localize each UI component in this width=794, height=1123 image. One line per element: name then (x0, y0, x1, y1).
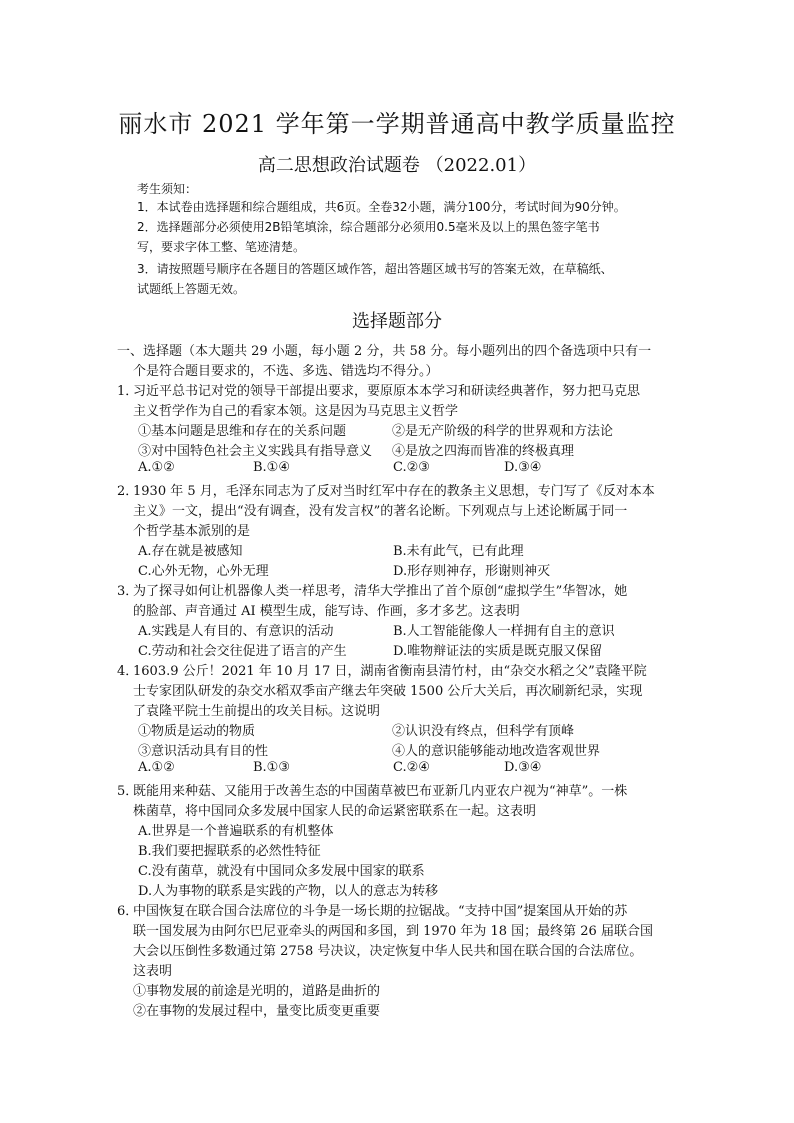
option-c: C.没有菌草，就没有中国同众多发展中国家的联系 (138, 864, 425, 879)
question-text: 1603.9 公斤！2021 年 10 月 17 日，湖南省衡南县清竹村，由“杂交水稻之父”袁隆平院 (133, 664, 647, 679)
question-text: 这表明 (133, 964, 173, 979)
question-number: 5． (117, 784, 139, 799)
notice-item: 3．请按照题号顺序在各题目的答题区域作答，超出答题区域书写的答案无效，在草稿纸、 (137, 262, 613, 276)
statement: ④是放之四海而皆准的终极真理 (392, 444, 575, 459)
option-b: B.人工智能能像人一样拥有自主的意识 (393, 624, 615, 639)
statement: ④人的意识能够能动地改造客观世界 (392, 744, 601, 759)
question-text: 既能用来种菇、又能用于改善生态的中国菌草被巴布亚新几内亚农户视为“神草”。一株 (133, 784, 628, 799)
question-text: 中国恢复在联合国合法席位的斗争是一场长期的拉锯战。“支持中国”提案国从开始的苏 (133, 904, 628, 919)
option-d: D.人为事物的联系是实践的产物，以人的意志为转移 (138, 884, 439, 899)
question-text: 大会以压倒性多数通过第 2758 号决议，决定恢复中华人民共和国在联合国的合法席位。 (133, 944, 643, 959)
question-number: 3． (117, 584, 139, 599)
option-c: C.心外无物，心外无理 (138, 564, 269, 579)
statement: ①事物发展的前途是光明的，道路是曲折的 (133, 984, 381, 999)
option-a: A.世界是一个普遍联系的有机整体 (138, 824, 334, 839)
question-text: 1930 年 5 月，毛泽东同志为了反对当时红军中存在的教条主义思想，专门写了《反对本本 (133, 484, 655, 499)
notice-item: 1．本试卷由选择题和综合题组成，共6页。全卷32小题，满分100分，考试时间为90分钟。 (137, 200, 626, 214)
option-a: A.存在就是被感知 (138, 544, 243, 559)
question-text: 为了探寻如何让机器像人类一样思考，清华大学推出了首个原创“虚拟学生”华智冰，她 (133, 584, 628, 599)
statement: ①基本问题是思维和存在的关系问题 (138, 424, 347, 439)
exam-subtitle: 高二思想政治试题卷 （2022.01） (257, 155, 537, 176)
option-a: A.实践是人有目的、有意识的活动 (138, 624, 334, 639)
question-text: 主义哲学作为自己的看家本领。这是因为马克思主义哲学 (133, 404, 459, 419)
notice-item: 写，要求字体工整、笔迹清楚。 (137, 240, 306, 254)
option-b: B.①③ (253, 760, 290, 775)
option-b: B.①④ (253, 460, 290, 475)
question-number: 6． (117, 904, 139, 919)
section-intro: 一、选择题（本大题共 29 小题，每小题 2 分，共 58 分。每小题列出的四个备选项中只有一 (117, 344, 652, 359)
question-text: 士专家团队研发的杂交水稻双季亩产继去年突破 1500 公斤大关后，再次刷新纪录，实现 (133, 684, 643, 699)
question-text: 了袁隆平院士生前提出的攻关目标。这说明 (133, 704, 381, 719)
question-text: 株菌草，将中国同众多发展中国家人民的命运紧密联系在一起。这表明 (133, 804, 537, 819)
section-intro: 个是符合题目要求的，不选、多选、错选均不得分。） (133, 364, 439, 379)
option-d: D.③④ (504, 760, 542, 775)
question-number: 4． (117, 664, 139, 679)
option-a: A.①② (138, 760, 175, 775)
statement: ③对中国特色社会主义实践具有指导意义 (138, 444, 373, 459)
notice-item: 2．选择题部分必须使用2B铅笔填涂，综合题部分必须用0.5毫米及以上的黑色签字笔书 (137, 220, 600, 234)
option-c: C.劳动和社会交往促进了语言的产生 (138, 644, 347, 659)
statement: ①物质是运动的物质 (138, 724, 256, 739)
question-text: 习近平总书记对党的领导干部提出要求，要原原本本学习和研读经典著作，努力把马克思 (133, 384, 641, 399)
question-text: 的脸部、声音通过 AI 模型生成，能写诗、作画，多才多艺。这表明 (133, 604, 520, 619)
question-number: 2． (117, 484, 139, 499)
question-text: 主义》一文，提出“没有调查，没有发言权”的著名论断。下列观点与上述论断属于同一 (133, 504, 628, 519)
notice-label: 考生须知： (137, 182, 198, 196)
statement: ③意识活动具有目的性 (138, 744, 269, 759)
option-b: B.我们要把握联系的必然性特征 (138, 844, 321, 859)
notice-item: 试题纸上答题无效。 (137, 282, 246, 296)
option-c: C.②④ (393, 760, 430, 775)
question-number: 1． (117, 384, 139, 399)
option-a: A.①② (138, 460, 175, 475)
statement: ②认识没有终点，但科学有顶峰 (392, 724, 575, 739)
statement: ②在事物的发展过程中，量变比质变更重要 (133, 1004, 381, 1019)
option-c: C.②③ (393, 460, 430, 475)
statement: ②是无产阶级的科学的世界观和方法论 (392, 424, 614, 439)
option-b: B.未有此气，已有此理 (393, 544, 524, 559)
option-d: D.③④ (504, 460, 542, 475)
question-text: 个哲学基本派别的是 (133, 524, 251, 539)
question-text: 联一国发展为由阿尔巴尼亚牵头的两国和多国，到 1970 年为 18 国；最终第 26 届联合国 (133, 924, 653, 939)
option-d: D.形存则神存，形谢则神灭 (393, 564, 551, 579)
exam-title: 丽水市 2021 学年第一学期普通高中教学质量监控 (118, 110, 676, 138)
section-title: 选择题部分 (352, 311, 442, 332)
option-d: D.唯物辩证法的实质是既克服又保留 (393, 644, 603, 659)
